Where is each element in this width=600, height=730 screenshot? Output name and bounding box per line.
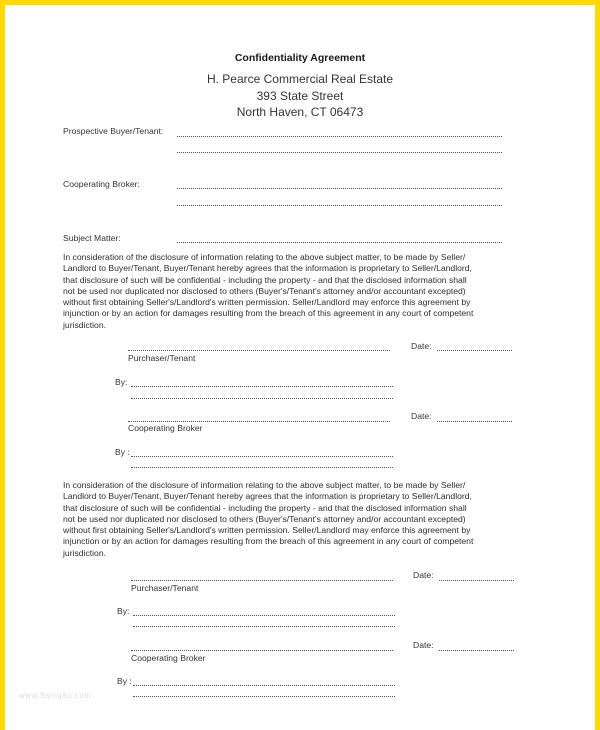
broker-by-line-1[interactable] xyxy=(131,456,393,457)
broker-by-label: By : xyxy=(115,447,130,457)
purchaser-by-line-1[interactable] xyxy=(131,386,393,387)
purchaser-signature-line-2[interactable] xyxy=(131,580,393,581)
cooperating-broker-line-1[interactable] xyxy=(177,188,502,189)
agreement-line: not be used nor duplicated nor disclosed to others (Buyer's/Tenant's attorney and/or accountant excepted) xyxy=(63,285,466,296)
buyer-tenant-line-2[interactable] xyxy=(177,152,502,153)
agreement-line: jurisdiction. xyxy=(63,319,106,330)
purchaser-by-label-2: By: xyxy=(117,606,130,616)
purchaser-date-line-2[interactable] xyxy=(439,580,514,581)
broker-by-label-2: By : xyxy=(117,676,132,686)
broker-by-line-2b[interactable] xyxy=(133,696,395,697)
purchaser-signature-line[interactable] xyxy=(128,350,390,351)
city-address: North Haven, CT 06473 xyxy=(236,105,364,119)
purchaser-by-label: By: xyxy=(115,377,128,387)
agreement-line: Landlord to Buyer/Tenant, Buyer/Tenant hereby agrees that the information is proprietary to Seller/Landlord, xyxy=(63,491,472,502)
agreement-line: jurisdiction. xyxy=(63,547,106,558)
purchaser-by-line-2b[interactable] xyxy=(133,626,395,627)
buyer-tenant-label: Prospective Buyer/Tenant: xyxy=(63,126,164,136)
subject-matter-line[interactable] xyxy=(177,242,502,243)
purchaser-by-line-2a[interactable] xyxy=(133,615,395,616)
cooperating-broker-sign-label: Cooperating Broker xyxy=(128,423,203,433)
purchaser-date-line[interactable] xyxy=(437,350,512,351)
subject-matter-label: Subject Matter: xyxy=(63,233,121,243)
agreement-line: injunction or by an action for damages resulting from the breach of this agreement in any court of competent xyxy=(63,308,474,319)
purchaser-tenant-label: Purchaser/Tenant xyxy=(128,353,196,363)
broker-date-line[interactable] xyxy=(437,421,512,422)
cooperating-broker-label: Cooperating Broker: xyxy=(63,179,140,189)
agreement-line: injunction or by an action for damages resulting from the breach of this agreement in any court of competent xyxy=(63,536,474,547)
agreement-line: without first obtaining Seller's/Landlord's written permission. Seller/Landlord may enforce this agreement by xyxy=(63,525,471,536)
agreement-line: that disclosure of such will be confidential - including the property - and that the disclosed information shall xyxy=(63,502,467,513)
cooperating-broker-sign-label-2: Cooperating Broker xyxy=(131,653,206,663)
agreement-line: In consideration of the disclosure of information relating to the above subject matter, to be made by Seller/ xyxy=(63,252,466,262)
purchaser-date-label-2: Date: xyxy=(413,570,434,580)
purchaser-date-label: Date: xyxy=(411,341,432,351)
agreement-line: that disclosure of such will be confidential - including the property - and that the disclosed information shall xyxy=(63,274,467,285)
broker-by-line-2[interactable] xyxy=(131,467,393,468)
agreement-line: not be used nor duplicated nor disclosed to others (Buyer's/Tenant's attorney and/or accountant excepted) xyxy=(63,513,466,524)
broker-by-line-2a[interactable] xyxy=(133,685,395,686)
agreement-paragraph-2 xyxy=(63,480,533,559)
broker-signature-line[interactable] xyxy=(128,421,390,422)
agreement-paragraph-1 xyxy=(63,252,533,331)
broker-signature-line-2[interactable] xyxy=(131,650,393,651)
document-page xyxy=(5,5,595,730)
watermark: www.flanigan.com xyxy=(19,691,92,700)
broker-date-label: Date: xyxy=(411,411,432,421)
document-title: Confidentiality Agreement xyxy=(234,52,366,64)
company-name: H. Pearce Commercial Real Estate xyxy=(206,72,394,86)
broker-date-line-2[interactable] xyxy=(439,650,514,651)
buyer-tenant-line-1[interactable] xyxy=(177,136,502,137)
purchaser-tenant-label-2: Purchaser/Tenant xyxy=(131,583,199,593)
agreement-line: without first obtaining Seller's/Landlord's written permission. Seller/Landlord may enforce this agreement by xyxy=(63,297,471,308)
street-address: 393 State Street xyxy=(256,89,344,103)
purchaser-by-line-2[interactable] xyxy=(131,398,393,399)
cooperating-broker-line-2[interactable] xyxy=(177,205,502,206)
agreement-line: Landlord to Buyer/Tenant, Buyer/Tenant hereby agrees that the information is proprietary to Seller/Landlord, xyxy=(63,263,472,274)
broker-date-label-2: Date: xyxy=(413,640,434,650)
agreement-line: In consideration of the disclosure of information relating to the above subject matter, to be made by Seller/ xyxy=(63,480,466,490)
